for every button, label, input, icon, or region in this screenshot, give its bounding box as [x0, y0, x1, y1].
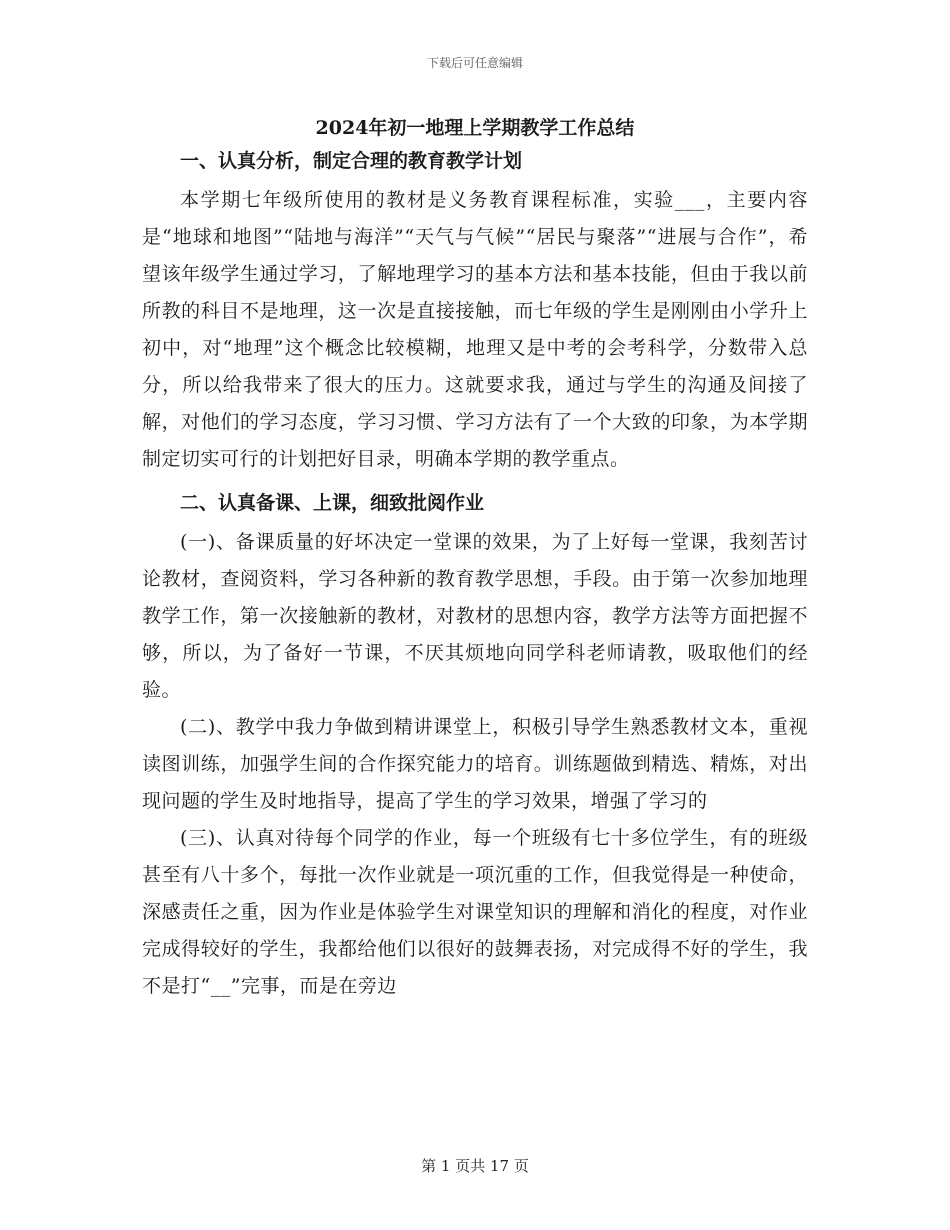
- section-heading-1: 一、认真分析，制定合理的教育教学计划: [180, 150, 523, 172]
- paragraph: (一)、备课质量的好坏决定一堂课的效果，为了上好每一堂课，我刻苦讨论教材，查阅资料，学习各种新的教育教学思想，手段。由于第一次参加地理教学工作，第一次接触新的教材，对教材的思想内容，教学方法等方面把握不够，所以，为了备好一节课，不厌其烦地向同学科老师请教，吸取他们的经验。: [142, 531, 808, 701]
- paragraph: (三)、认真对待每个同学的作业，每一个班级有七十多位学生，有的班级甚至有八十多个，每批一次作业就是一项沉重的工作，但我觉得是一种使命，深感责任之重，因为作业是体验学生对课堂知识的理解和消化的程度，对作业完成得较好的学生，我都给他们以很好的鼓舞表扬，对完成得不好的学生，我不是打“__”完事，而是在旁边: [142, 827, 808, 997]
- header-note: 下载后可任意编辑: [426, 56, 523, 70]
- document-body: [142, 112, 808, 1005]
- document-title: 2024年初一地理上学期教学工作总结: [315, 117, 635, 139]
- section-heading-2: 二、认真备课、上课，细致批阅作业: [180, 492, 485, 514]
- paragraph: (二)、教学中我力争做到精讲课堂上，积极引导学生熟悉教材文本，重视读图训练，加强学生间的合作探究能力的培育。训练题做到精选、精炼，对出现问题的学生及时地指导，提高了学生的学习效果，增强了学习的: [142, 716, 808, 812]
- page-footer: 第 1 页共 17 页: [421, 1157, 529, 1175]
- paragraph: 本学期七年级所使用的教材是义务教育课程标准，实验___，主要内容是“地球和地图”“陆地与海洋”“天气与气候”“居民与聚落”“进展与合作”，希望该年级学生通过学习，了解地理学习的基本方法和基本技能，但由于我以前所教的科目不是地理，这一次是直接接触，而七年级的学生是刚刚由小学升上初中，对“地理”这个概念比较模糊，地理又是中考的会考科学，分数带入总分，所以给我带来了很大的压力。这就要求我，通过与学生的沟通及间接了解，对他们的学习态度，学习习惯、学习方法有了一个大致的印象，为本学期制定切实可行的计划把好目录，明确本学期的教学重点。: [142, 189, 808, 470]
